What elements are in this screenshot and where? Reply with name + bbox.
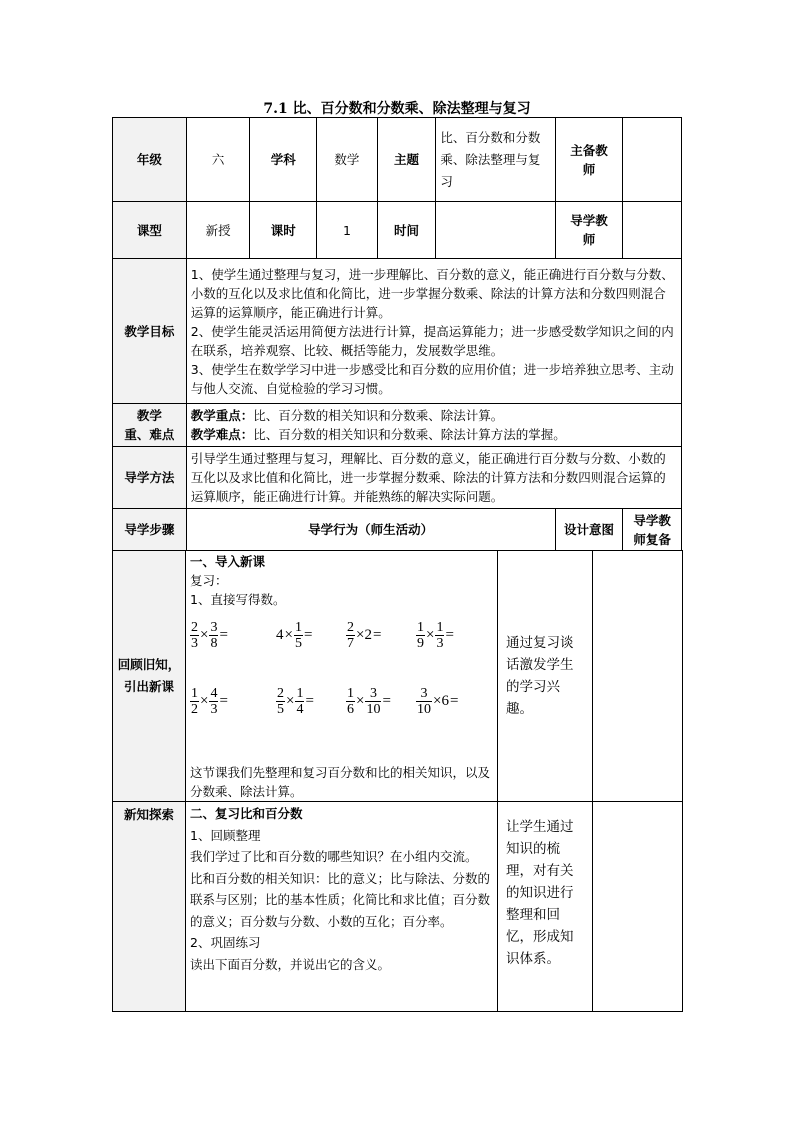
guide-teacher-label: 导学教师 [555,202,623,259]
operator-text: = [303,626,313,643]
expression-row-2 [190,675,493,727]
key-point-label: 教学重点： [190,408,254,423]
math-expression [416,620,486,651]
time-label: 时间 [377,202,436,259]
math-expression [190,620,276,651]
topic-label: 主题 [377,118,436,202]
step1-task: 1、直接写得数。 [190,592,286,607]
document-title: 7.1 比、百分数和分数乘、除法整理与复习 [263,101,531,117]
step1-activity [186,551,498,802]
operator-text: = [372,626,382,643]
step2-task2: 读出下面百分数，并说出它的含义。 [190,956,391,972]
objective-item: 2、使学生能灵活运用简便方法进行计算，提高运算能力；进一步感受数学知识之间的内在联系，培养观察、比较、概括等能力，发展数学思维。 [190,323,674,358]
grade-value: 六 [186,118,250,202]
operator-text: = [219,626,228,643]
time-value [436,202,555,259]
operator-text: ×6 [433,692,449,709]
main-teacher-value [623,118,682,202]
operator-text: = [445,626,454,643]
operator-text: 4 [276,626,284,643]
expression-row-1 [190,609,493,661]
operator-text: = [219,692,228,709]
fraction: $\frac{3}{10}$ [417,685,431,717]
subject-label: 学科 [250,118,317,202]
step2-q1: 我们学过了比和百分数的哪些知识？在小组内交流。 [190,849,478,864]
fraction: $\frac{3}{8}$ [210,619,218,651]
fraction: $\frac{1}{6}$ [347,685,354,717]
fraction: $\frac{2}{3}$ [191,619,198,651]
step1-closing: 这节课我们先整理和复习百分数和比的相关知识，以及分数乘、除法计算。 [190,765,491,799]
step2-sub1: 1、回顾整理 [190,827,261,843]
step2-label: 新知探索 [113,802,186,1012]
steps-header-activity: 导学行为（师生活动） [186,509,555,551]
objectives-label: 教学目标 [113,259,187,404]
operator-text: × [426,626,435,643]
subject-value: 数学 [317,118,378,202]
operator-text: × [356,692,365,709]
lesson-plan-table [112,117,682,551]
step1-review: 复习： [190,573,228,588]
lesson-type-value: 新授 [186,202,250,259]
steps-header-prep: 导学教师复备 [623,509,682,551]
math-expression [346,620,416,651]
objective-item: 1、使学生通过整理与复习，进一步理解比、百分数的意义，能正确进行百分数与分数、小数的互化以及求比值和化简比，进一步掌握分数乘、除法的计算方法和分数四则混合运算的运算顺序，能正确进行计算。 [190,266,674,320]
method-label: 导学方法 [113,447,187,509]
objectives-content [186,259,681,404]
key-points-label: 教学 重、难点 [113,404,187,447]
steps-table [112,550,683,1012]
step1-design: 通过复习谈话激发学生的学习兴趣。 [498,551,593,802]
fraction: $\frac{1}{3}$ [436,619,444,651]
math-expression [276,620,346,651]
fraction: $\frac{1}{5}$ [294,619,302,651]
fraction: $\frac{4}{3}$ [210,685,218,717]
period-value: 1 [317,202,378,259]
fraction: $\frac{2}{5}$ [277,685,284,717]
operator-text: × [286,692,295,709]
fraction: $\frac{3}{10}$ [366,685,381,717]
topic-value: 比、百分数和分数乘、除法整理与复习 [436,118,555,202]
math-expression [416,686,486,717]
difficult-point-label: 教学难点： [190,427,254,442]
math-expression [190,686,276,717]
step2-prep [593,802,683,1012]
grade-label: 年级 [113,118,187,202]
operator-text: = [305,692,314,709]
fraction: $\frac{2}{7}$ [347,619,354,651]
operator-text: × [284,626,293,643]
lesson-type-label: 课型 [113,202,187,259]
objective-item: 3、使学生在数学学习中进一步感受比和百分数的应用价值；进一步培养独立思考、主动与他人交流、自觉检验的学习习惯。 [190,361,674,396]
fraction: $\frac{1}{4}$ [296,685,304,717]
fraction: $\frac{1}{2}$ [191,685,198,717]
math-expression [346,686,416,717]
step1-label: 回顾旧知，引出新课 [113,551,186,802]
step2-heading: 二、复习比和百分数 [190,806,303,821]
step1-heading: 一、导入新课 [190,554,266,569]
steps-header-step: 导学步骤 [113,509,187,551]
fraction: $\frac{1}{9}$ [417,619,424,651]
math-expression [276,686,346,717]
step2-activity [186,802,498,1012]
key-point-text: 比、百分数的相关知识和分数乘、除法计算。 [253,408,504,423]
operator-text: × [200,692,209,709]
operator-text: = [382,692,391,709]
difficult-point-text: 比、百分数的相关知识和分数乘、除法计算方法的掌握。 [253,427,566,442]
step2-sub2: 2、巩固练习 [190,935,261,950]
guide-teacher-value [623,202,682,259]
method-text: 引导学生通过整理与复习，理解比、百分数的意义，能正确进行百分数与分数、小数的互化以及求比值和化简比，进一步掌握分数乘、除法的计算方法和分数四则混合运算的运算顺序，能正确进行计算。并能熟练的解决实际问题。 [186,447,681,509]
step2-knowledge: 比和百分数的相关知识：比的意义；比与除法、分数的联系与区别；比的基本性质；化简比和求比值；百分数的意义；百分数与分数、小数的互化；百分率。 [190,870,491,929]
operator-text: ×2 [356,626,372,643]
step1-prep [593,551,683,802]
main-teacher-label: 主备教师 [555,118,623,202]
operator-text: = [449,692,459,709]
period-label: 课时 [250,202,317,259]
operator-text: × [200,626,209,643]
key-points-content [186,404,681,447]
step2-design: 让学生通过知识的梳理，对有关的知识进行整理和回忆，形成知识体系。 [498,802,593,1012]
steps-header-design: 设计意图 [555,509,623,551]
